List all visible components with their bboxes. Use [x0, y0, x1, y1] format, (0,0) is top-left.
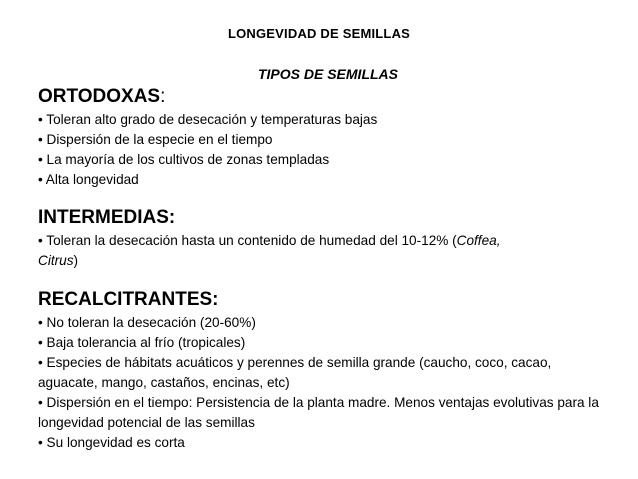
- list-item: • Su longevidad es corta: [38, 435, 185, 450]
- genus-citrus: Citrus: [38, 253, 74, 268]
- list-recalcitrantes: [38, 313, 608, 453]
- genus-coffea: Coffea,: [456, 233, 501, 248]
- page-subtitle: TIPOS DE SEMILLAS: [257, 66, 398, 82]
- list-item: • Alta longevidad: [38, 172, 139, 187]
- heading-recalcitrantes: RECALCITRANTES:: [38, 289, 219, 310]
- list-item: • Baja tolerancia al frío (tropicales): [38, 335, 246, 350]
- section-intermedias: [38, 207, 608, 271]
- list-item: • Especies de hábitats acuáticos y perennes de semilla grande (caucho, coco, cacao, aguacate, mango, castaños, encinas, etc): [38, 355, 552, 390]
- section-ortodoxas: [38, 86, 608, 190]
- heading-ortodoxas-text: ORTODOXAS: [38, 86, 161, 107]
- heading-ortodoxas: [38, 86, 608, 108]
- list-item: • La mayoría de los cultivos de zonas templadas: [38, 152, 330, 167]
- list-item: • Dispersión de la especie en el tiempo: [38, 132, 273, 147]
- heading-intermedias: INTERMEDIAS:: [38, 207, 176, 228]
- list-ortodoxas: [38, 110, 608, 190]
- heading-ortodoxas-colon: :: [160, 86, 166, 107]
- list-intermedias: [38, 231, 608, 271]
- page-title: LONGEVIDAD DE SEMILLAS: [227, 26, 411, 41]
- section-recalcitrantes: [38, 289, 608, 453]
- list-item: • Dispersión en el tiempo: Persistencia de la planta madre. Menos ventajas evolutivas para la longevidad potencial de las semillas: [38, 395, 599, 430]
- list-item: • No toleran la desecación (20-60%): [38, 315, 256, 330]
- item-text: • Toleran la desecación hasta un contenido de humedad del 10-12% (: [38, 233, 457, 248]
- list-item: [38, 231, 608, 271]
- item-text-end: ): [73, 253, 79, 268]
- list-item: • Toleran alto grado de desecación y temperaturas bajas: [38, 112, 378, 127]
